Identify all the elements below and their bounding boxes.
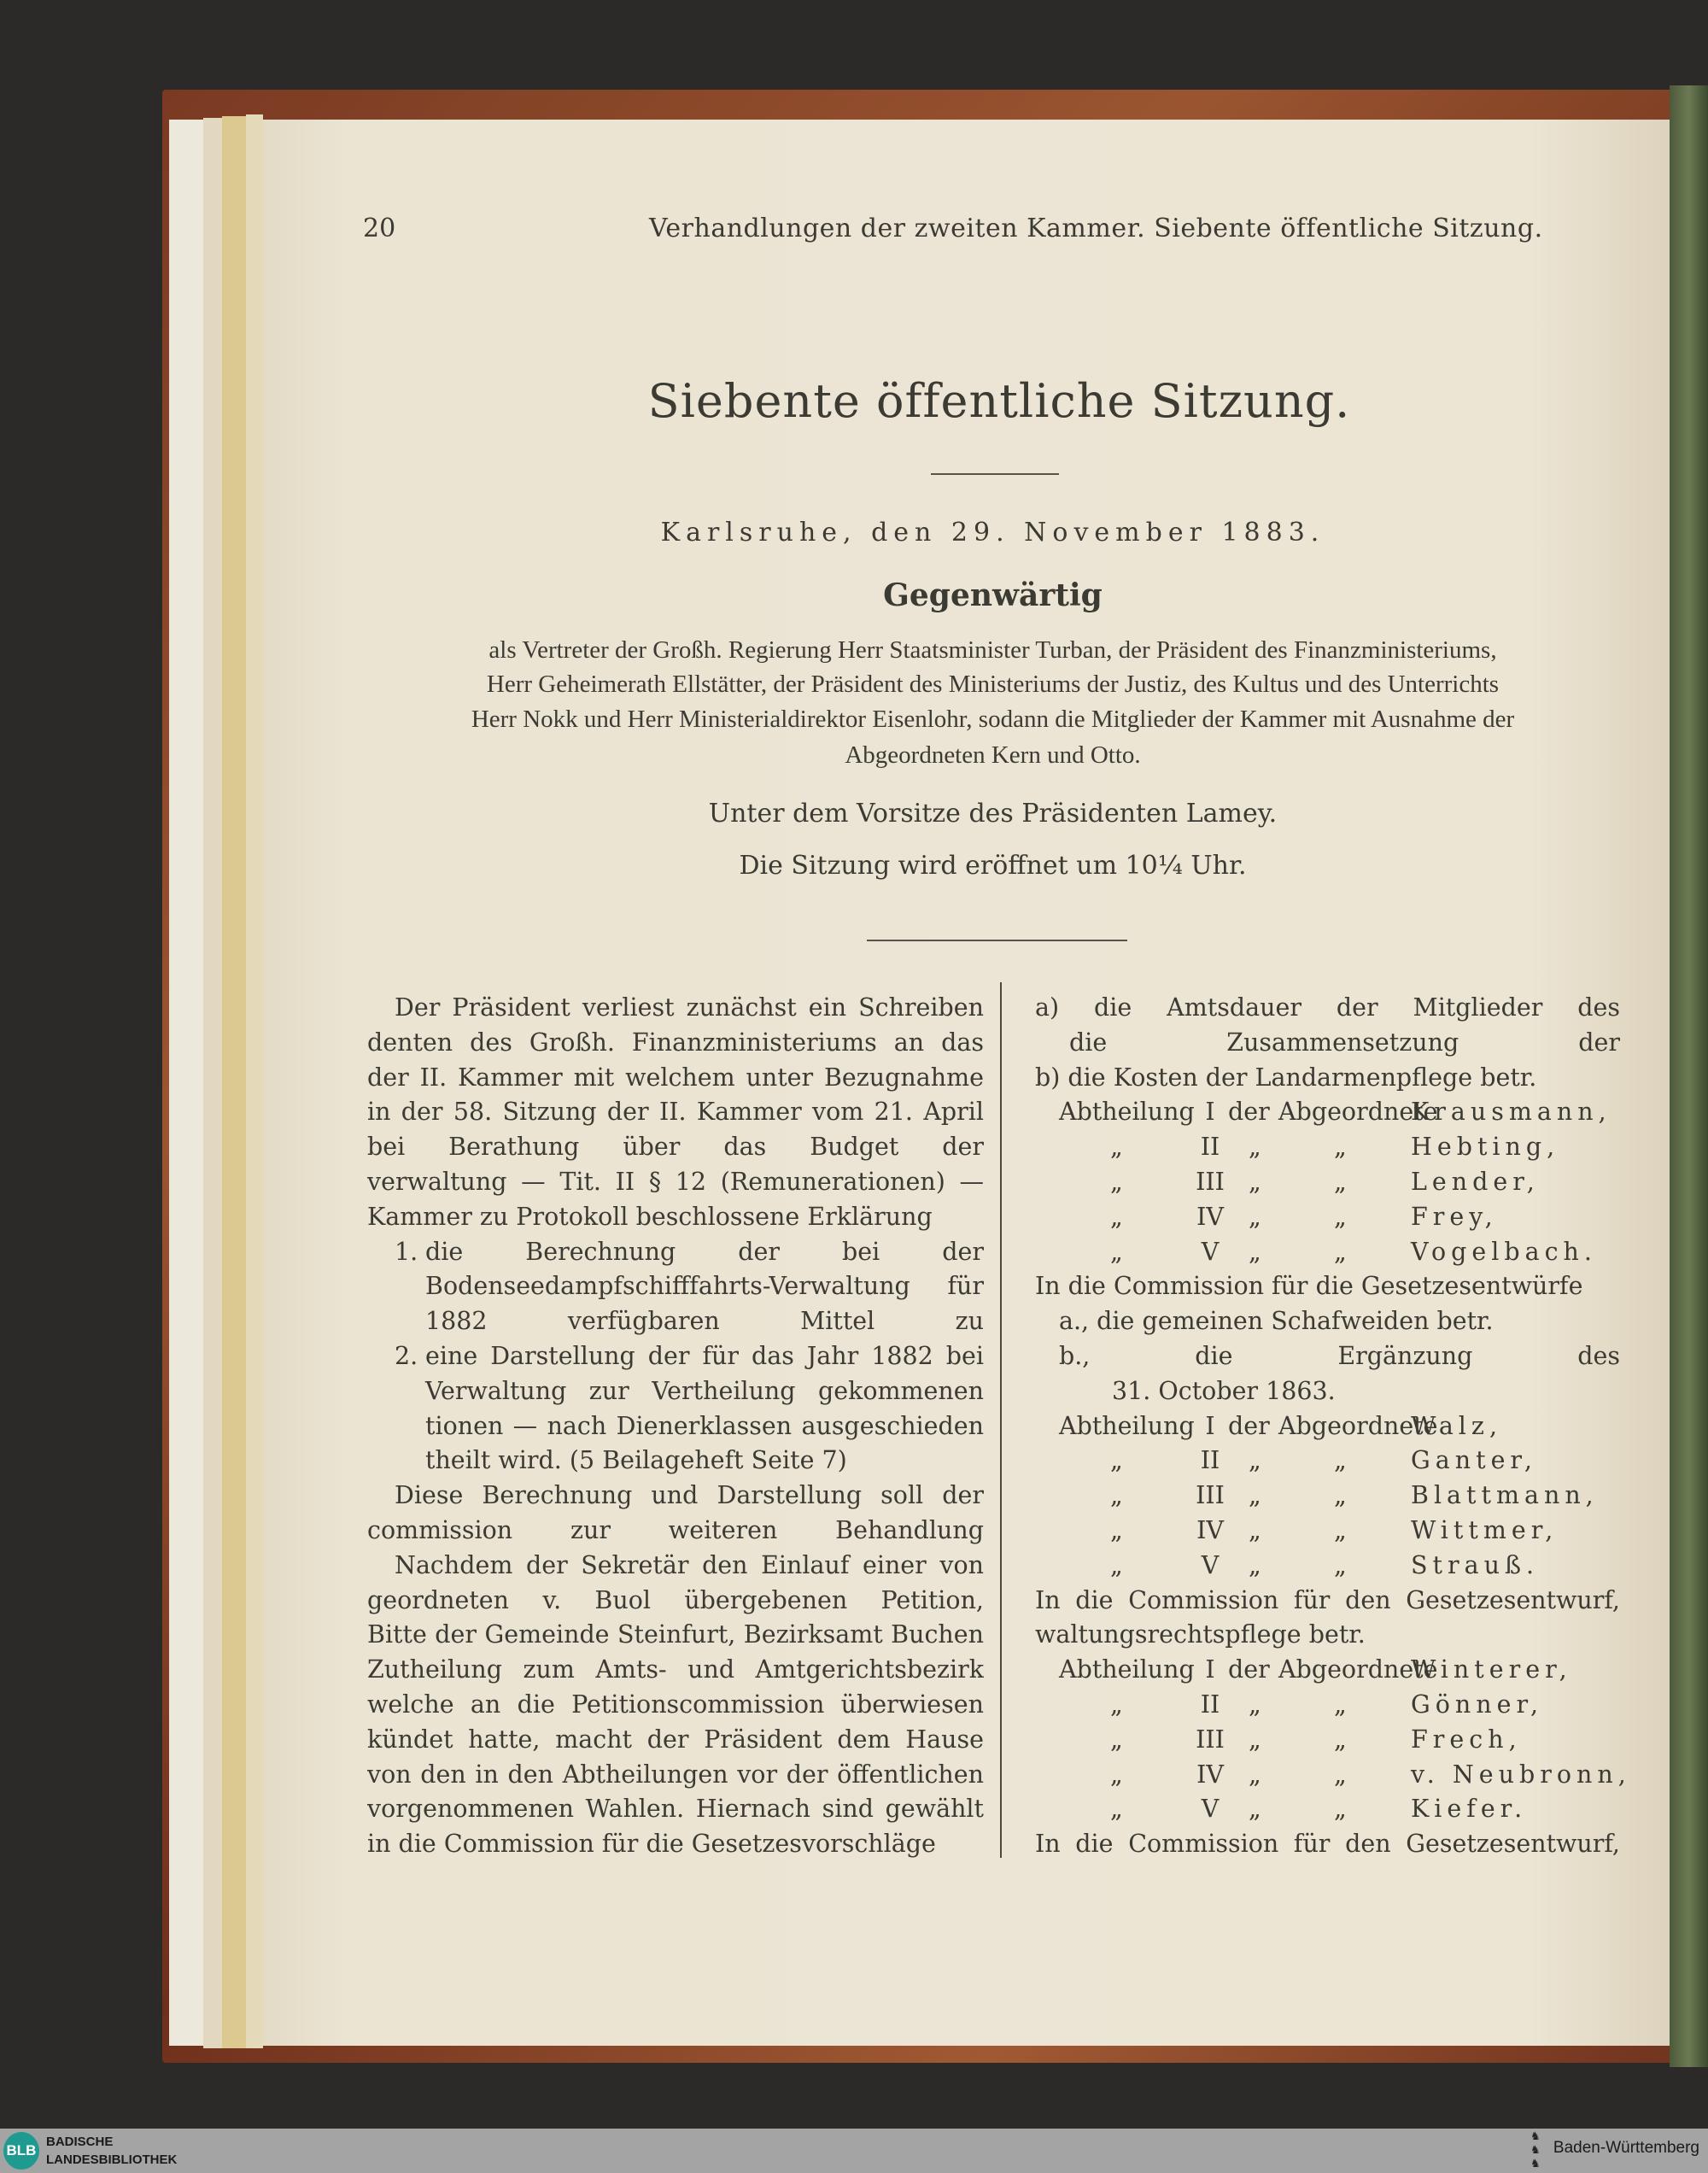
deputy-name: v. Neubronn, (1411, 1760, 1631, 1789)
deputy-name: Kiefer. (1411, 1795, 1528, 1824)
ditto-mark: „ (1249, 1202, 1261, 1231)
text-line: b) die Kosten der Landarmenpflege betr. (1035, 1063, 1537, 1092)
department-label: Abtheilung (1059, 1655, 1195, 1684)
text-line: a., die gemeinen Schafweiden betr. (1059, 1307, 1494, 1336)
text-line: die Berechnung der bei der (425, 1237, 984, 1266)
election-row (1035, 1200, 1620, 1235)
text-line: Bodenseedampfschifffahrts-Verwaltung für (425, 1272, 984, 1301)
text-line: der II. Kammer mit welchem unter Bezugnahme (367, 1063, 984, 1092)
election-row (1035, 1409, 1620, 1444)
state-logo-text[interactable]: Baden-Württemberg (1553, 2139, 1699, 2157)
deputy-label: Abgeordnete (1278, 1098, 1438, 1127)
text-line: In die Commission für den Gesetzesentwurf, (1035, 1585, 1620, 1614)
department-numeral: IV (1196, 1760, 1224, 1789)
election-row (1035, 1792, 1620, 1827)
article-label: der (1228, 1411, 1270, 1440)
text-line: die Zusammensetzung der (1069, 1028, 1620, 1057)
department-numeral: V (1201, 1237, 1220, 1266)
ditto-mark: „ (1334, 1760, 1347, 1789)
election-row (1035, 1653, 1620, 1688)
column-divider (1000, 982, 1002, 1858)
article-label: der (1228, 1655, 1270, 1684)
list-item (367, 1235, 984, 1270)
text-line: a) die Amtsdauer der Mitglieder des (1035, 993, 1620, 1022)
deputy-name: Frey, (1411, 1202, 1498, 1231)
text-line: Nachdem der Sekretär den Einlauf einer von (395, 1550, 984, 1579)
election-row (1035, 1723, 1620, 1758)
ditto-mark: „ (1110, 1481, 1123, 1510)
ditto-mark: „ (1110, 1550, 1123, 1579)
department-label: Abtheilung (1059, 1411, 1195, 1440)
election-row (1035, 1444, 1620, 1479)
ditto-mark: „ (1110, 1133, 1123, 1162)
election-row (1035, 1758, 1631, 1793)
ditto-mark: „ (1334, 1690, 1347, 1719)
department-numeral: II (1200, 1133, 1220, 1162)
footer-bar (0, 2129, 1708, 2173)
ditto-mark: „ (1110, 1690, 1123, 1719)
department-numeral: I (1205, 1655, 1215, 1684)
present-line: Herr Geheimerath Ellstätter, der Präsident des Ministeriums der Justiz, des Kultus und des Unterrichts (486, 671, 1500, 698)
ditto-mark: „ (1249, 1515, 1261, 1544)
ditto-mark: „ (1249, 1550, 1261, 1579)
blb-logo[interactable]: BLB (3, 2132, 39, 2170)
department-numeral: III (1196, 1167, 1225, 1196)
ditto-mark: „ (1249, 1690, 1261, 1719)
text-line: Zutheilung zum Amts- und Amtgerichtsbezirk (367, 1655, 984, 1684)
deputy-name: Wittmer, (1411, 1515, 1559, 1544)
ditto-mark: „ (1334, 1167, 1347, 1196)
text-line: welche an die Petitionscommission überwiesen (367, 1690, 984, 1719)
text-line: in die Commission für die Gesetzesvorschläge (367, 1830, 936, 1859)
deputy-name: Gönner, (1411, 1690, 1544, 1719)
library-name-line: LANDESBIBLIOTHEK (46, 2152, 178, 2167)
ditto-mark: „ (1249, 1725, 1261, 1754)
divider-rule (931, 473, 1059, 475)
ditto-mark: „ (1249, 1133, 1261, 1162)
text-line: 31. October 1863. (1112, 1376, 1336, 1405)
deputy-name: Walz, (1411, 1411, 1502, 1440)
election-row (1035, 1235, 1620, 1270)
department-numeral: I (1205, 1098, 1215, 1127)
text-line: in der 58. Sitzung der II. Kammer vom 21. April (367, 1098, 984, 1127)
text-line: In die Commission für die Gesetzesentwürfe (1035, 1272, 1583, 1301)
ditto-mark: „ (1110, 1725, 1123, 1754)
ditto-mark: „ (1334, 1133, 1347, 1162)
department-numeral: III (1196, 1725, 1225, 1754)
election-row (1035, 1130, 1620, 1165)
department-numeral: V (1201, 1550, 1220, 1579)
text-line: Der Präsident verliest zunächst ein Schreiben (395, 993, 984, 1022)
text-line: von den in den Abtheilungen vor der öffentlichen (367, 1760, 984, 1789)
text-line: verwaltung — Tit. II § 12 (Remunerationen) — (367, 1167, 984, 1196)
deputy-name: Frech, (1411, 1725, 1522, 1754)
text-line: bei Berathung über das Budget der (367, 1133, 984, 1162)
text-line: geordneten v. Buol übergebenen Petition, (367, 1585, 984, 1614)
ditto-mark: „ (1110, 1446, 1123, 1475)
election-row (1035, 1165, 1620, 1200)
ditto-mark: „ (1249, 1795, 1261, 1824)
list-number: 2. (395, 1341, 418, 1370)
present-heading: Gegenwärtig (883, 577, 1103, 613)
ditto-mark: „ (1249, 1167, 1261, 1196)
place-date: Karlsruhe, den 29. November 1883. (660, 518, 1325, 548)
ditto-mark: „ (1110, 1515, 1123, 1544)
ditto-mark: „ (1334, 1202, 1347, 1231)
chair-line: Unter dem Vorsitze des Präsidenten Lamey. (708, 799, 1278, 829)
lion-emblem-icon: ♞ ♞ ♞ (1530, 2130, 1541, 2170)
ditto-mark: „ (1334, 1725, 1347, 1754)
department-label: Abtheilung (1059, 1098, 1195, 1127)
text-line: b., die Ergänzung des (1059, 1341, 1620, 1370)
ditto-mark: „ (1334, 1795, 1347, 1824)
ditto-mark: „ (1249, 1481, 1261, 1510)
library-name-line: BADISCHE (46, 2135, 114, 2149)
deputy-name: Krausmann, (1411, 1098, 1611, 1127)
ditto-mark: „ (1249, 1237, 1261, 1266)
deputy-name: Lender, (1411, 1167, 1540, 1196)
present-line: Herr Nokk und Herr Ministerialdirektor Eisenlohr, sodann die Mitglieder der Kammer mit Ausnahme der (471, 706, 1515, 733)
text-line: Diese Berechnung und Darstellung soll der (395, 1481, 984, 1510)
text-line: tionen — nach Dienerklassen ausgeschieden (425, 1411, 984, 1440)
ditto-mark: „ (1249, 1446, 1261, 1475)
text-line: In die Commission für den Gesetzesentwurf, (1035, 1830, 1620, 1859)
election-row (1035, 1688, 1620, 1723)
deputy-name: Hebting, (1411, 1133, 1560, 1162)
text-line: commission zur weiteren Behandlung (367, 1515, 984, 1544)
ditto-mark: „ (1110, 1237, 1123, 1266)
deputy-label: Abgeordnete (1278, 1655, 1438, 1684)
text-line: Bitte der Gemeinde Steinfurt, Bezirksamt Buchen (367, 1620, 984, 1649)
deputy-name: Blattmann, (1411, 1481, 1599, 1510)
text-line: theilt wird. (5 Beilageheft Seite 7) (425, 1446, 847, 1475)
article-label: der (1228, 1098, 1270, 1127)
deputy-name: Winterer, (1411, 1655, 1572, 1684)
text-line: Kammer zu Protokoll beschlossene Erklärung (367, 1202, 933, 1231)
ditto-mark: „ (1110, 1760, 1123, 1789)
department-numeral: III (1196, 1481, 1225, 1510)
ditto-mark: „ (1110, 1202, 1123, 1231)
divider-rule (867, 940, 1127, 941)
deputy-name: Strauß. (1411, 1550, 1540, 1579)
left-column (367, 991, 984, 1862)
present-line: als Vertreter der Großh. Regierung Herr Staatsminister Turban, der Präsident des Finanzministeriums, (488, 636, 1497, 664)
ditto-mark: „ (1334, 1446, 1347, 1475)
election-row (1035, 1514, 1620, 1549)
text-line: kündet hatte, macht der Präsident dem Hause (367, 1725, 984, 1754)
running-title: Verhandlungen der zweiten Kammer. Siebente öffentliche Sitzung. (649, 214, 1543, 243)
department-numeral: IV (1196, 1202, 1224, 1231)
text-line: eine Darstellung der für das Jahr 1882 bei (425, 1341, 984, 1370)
ditto-mark: „ (1110, 1795, 1123, 1824)
list-number: 1. (395, 1237, 418, 1266)
ditto-mark: „ (1334, 1481, 1347, 1510)
library-name (46, 2133, 177, 2169)
election-row (1035, 1095, 1620, 1130)
department-numeral: V (1201, 1795, 1220, 1824)
ditto-mark: „ (1334, 1237, 1347, 1266)
election-row (1035, 1549, 1620, 1584)
session-title: Siebente öffentliche Sitzung. (647, 374, 1351, 428)
ditto-mark: „ (1334, 1550, 1347, 1579)
department-numeral: II (1200, 1690, 1220, 1719)
deputy-name: Vogelbach. (1411, 1237, 1597, 1266)
text-line: vorgenommenen Wahlen. Hiernach sind gewählt (367, 1795, 984, 1824)
department-numeral: II (1200, 1446, 1220, 1475)
text-line: waltungsrechtspflege betr. (1035, 1620, 1366, 1649)
department-numeral: IV (1196, 1515, 1224, 1544)
election-row (1035, 1479, 1620, 1514)
text-line: 1882 verfügbaren Mittel zu (425, 1307, 984, 1336)
text-line: denten des Großh. Finanzministeriums an das (367, 1028, 984, 1057)
deputy-label: Abgeordnete (1278, 1411, 1438, 1440)
ditto-mark: „ (1249, 1760, 1261, 1789)
ditto-mark: „ (1110, 1167, 1123, 1196)
list-item (367, 1339, 984, 1374)
page-number: 20 (363, 214, 396, 243)
ditto-mark: „ (1334, 1515, 1347, 1544)
deputy-name: Ganter, (1411, 1446, 1537, 1475)
text-line: Verwaltung zur Vertheilung gekommenen (425, 1376, 984, 1405)
present-line: Abgeordneten Kern und Otto. (845, 741, 1141, 769)
right-column (1035, 991, 1631, 1862)
opening-line: Die Sitzung wird eröffnet um 10¼ Uhr. (739, 851, 1247, 881)
department-numeral: I (1205, 1411, 1215, 1440)
